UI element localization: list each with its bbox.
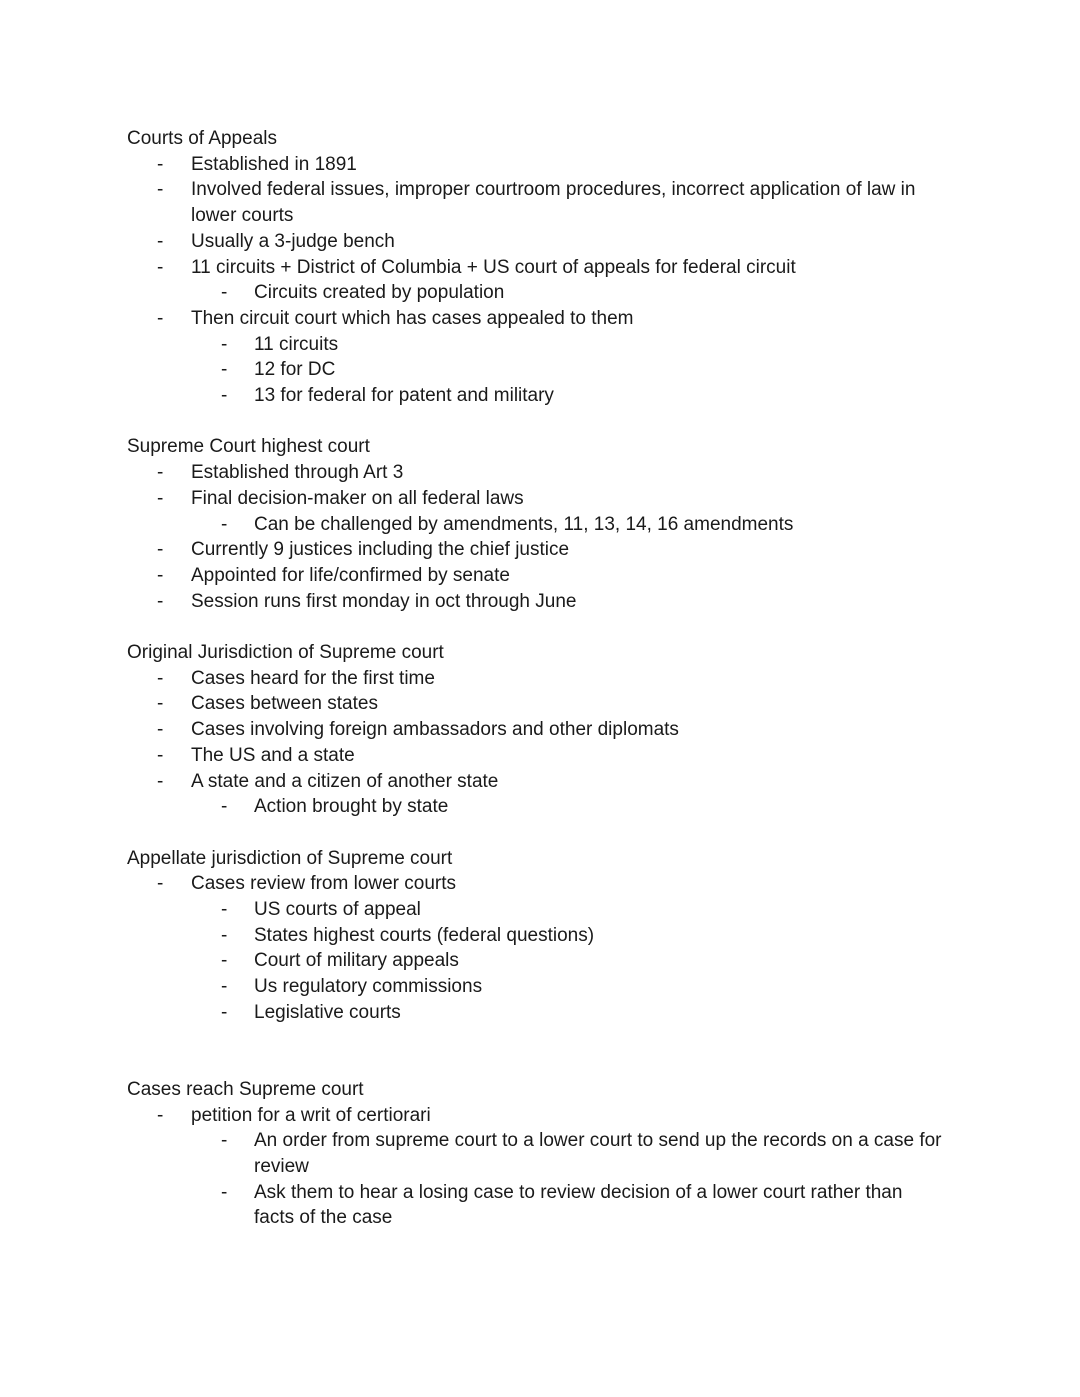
bullet-dash: - bbox=[157, 256, 164, 278]
bullet-list bbox=[127, 871, 947, 1025]
bullet-dash: - bbox=[157, 179, 164, 201]
bullet-dash: - bbox=[157, 667, 164, 689]
list-item: - Ask them to hear a losing case to review decision of a lower court rather than facts of the case bbox=[221, 1181, 903, 1229]
bullet-dash: - bbox=[157, 539, 164, 561]
list-item: - 11 circuits + District of Columbia + US court of appeals for federal circuit bbox=[127, 255, 947, 281]
bullet-list bbox=[127, 1103, 947, 1232]
list-item: - Currently 9 justices including the chief justice bbox=[127, 537, 947, 563]
bullet-dash: - bbox=[157, 873, 164, 895]
list-item: - A state and a citizen of another state bbox=[127, 769, 947, 795]
list-item: - petition for a writ of certiorari bbox=[127, 1103, 947, 1129]
bullet-dash: - bbox=[221, 898, 228, 920]
bullet-dash: - bbox=[157, 153, 164, 175]
bullet-dash: - bbox=[157, 230, 164, 252]
bullet-dash: - bbox=[157, 719, 164, 741]
list-item: - 12 for DC bbox=[127, 357, 947, 383]
bullet-dash: - bbox=[221, 282, 228, 304]
list-item: - US courts of appeal bbox=[127, 897, 947, 923]
bullet-dash: - bbox=[157, 590, 164, 612]
list-item: - Cases between states bbox=[127, 691, 947, 717]
section-cases-reach-supreme-court bbox=[127, 1077, 947, 1231]
list-item: - Cases involving foreign ambassadors and other diplomats bbox=[127, 717, 947, 743]
bullet-dash: - bbox=[157, 770, 164, 792]
bullet-dash: - bbox=[157, 693, 164, 715]
section-courts-of-appeals bbox=[127, 126, 947, 409]
bullet-dash: - bbox=[221, 359, 228, 381]
bullet-dash: - bbox=[157, 1104, 164, 1126]
bullet-list bbox=[127, 666, 947, 820]
section-original-jurisdiction bbox=[127, 640, 947, 820]
bullet-dash: - bbox=[221, 1001, 228, 1023]
section-appellate-jurisdiction bbox=[127, 846, 947, 1026]
bullet-dash: - bbox=[157, 487, 164, 509]
section-supreme-court bbox=[127, 434, 947, 614]
list-item: - Circuits created by population bbox=[127, 280, 947, 306]
section-heading: Cases reach Supreme court bbox=[127, 1078, 364, 1100]
list-item: - States highest courts (federal questions) bbox=[127, 923, 947, 949]
bullet-dash: - bbox=[221, 924, 228, 946]
bullet-dash: - bbox=[221, 1130, 228, 1152]
bullet-dash: - bbox=[157, 744, 164, 766]
list-item: - An order from supreme court to a lower court to send up the records on a case for review bbox=[221, 1130, 942, 1177]
list-item: - Can be challenged by amendments, 11, 13, 14, 16 amendments bbox=[127, 512, 947, 538]
list-item: - Involved federal issues, improper courtroom procedures, incorrect application of law in lower courts bbox=[157, 179, 916, 227]
bullet-dash: - bbox=[157, 564, 164, 586]
bullet-dash: - bbox=[221, 333, 228, 355]
bullet-dash: - bbox=[221, 950, 228, 972]
list-item: - The US and a state bbox=[127, 743, 947, 769]
list-item: - Us regulatory commissions bbox=[127, 974, 947, 1000]
list-item: - Established through Art 3 bbox=[127, 460, 947, 486]
list-item: - Legislative courts bbox=[127, 1000, 947, 1026]
list-item: - Final decision-maker on all federal laws bbox=[127, 486, 947, 512]
list-item: - Usually a 3-judge bench bbox=[127, 229, 947, 255]
list-item: - Cases review from lower courts bbox=[127, 871, 947, 897]
section-heading: Supreme Court highest court bbox=[127, 436, 370, 458]
bullet-dash: - bbox=[221, 385, 228, 407]
bullet-dash: - bbox=[221, 1181, 228, 1203]
bullet-dash: - bbox=[157, 462, 164, 484]
bullet-dash: - bbox=[157, 307, 164, 329]
section-heading: Appellate jurisdiction of Supreme court bbox=[127, 847, 453, 869]
bullet-dash: - bbox=[221, 976, 228, 998]
bullet-list bbox=[127, 152, 947, 409]
list-item: - Session runs first monday in oct through June bbox=[127, 589, 947, 615]
list-item: - Court of military appeals bbox=[127, 948, 947, 974]
list-item: - 13 for federal for patent and military bbox=[127, 383, 947, 409]
list-item: - Action brought by state bbox=[127, 794, 947, 820]
list-item: - Appointed for life/confirmed by senate bbox=[127, 563, 947, 589]
section-heading: Original Jurisdiction of Supreme court bbox=[127, 642, 444, 663]
list-item: - Cases heard for the first time bbox=[127, 666, 947, 692]
list-item: - Established in 1891 bbox=[127, 152, 947, 178]
list-item: - Then circuit court which has cases appealed to them bbox=[127, 306, 947, 332]
document-page bbox=[127, 126, 947, 1231]
bullet-dash: - bbox=[221, 513, 228, 535]
section-heading: Courts of Appeals bbox=[127, 128, 277, 149]
bullet-list bbox=[127, 460, 947, 614]
list-item: - 11 circuits bbox=[127, 332, 947, 358]
bullet-dash: - bbox=[221, 796, 228, 818]
